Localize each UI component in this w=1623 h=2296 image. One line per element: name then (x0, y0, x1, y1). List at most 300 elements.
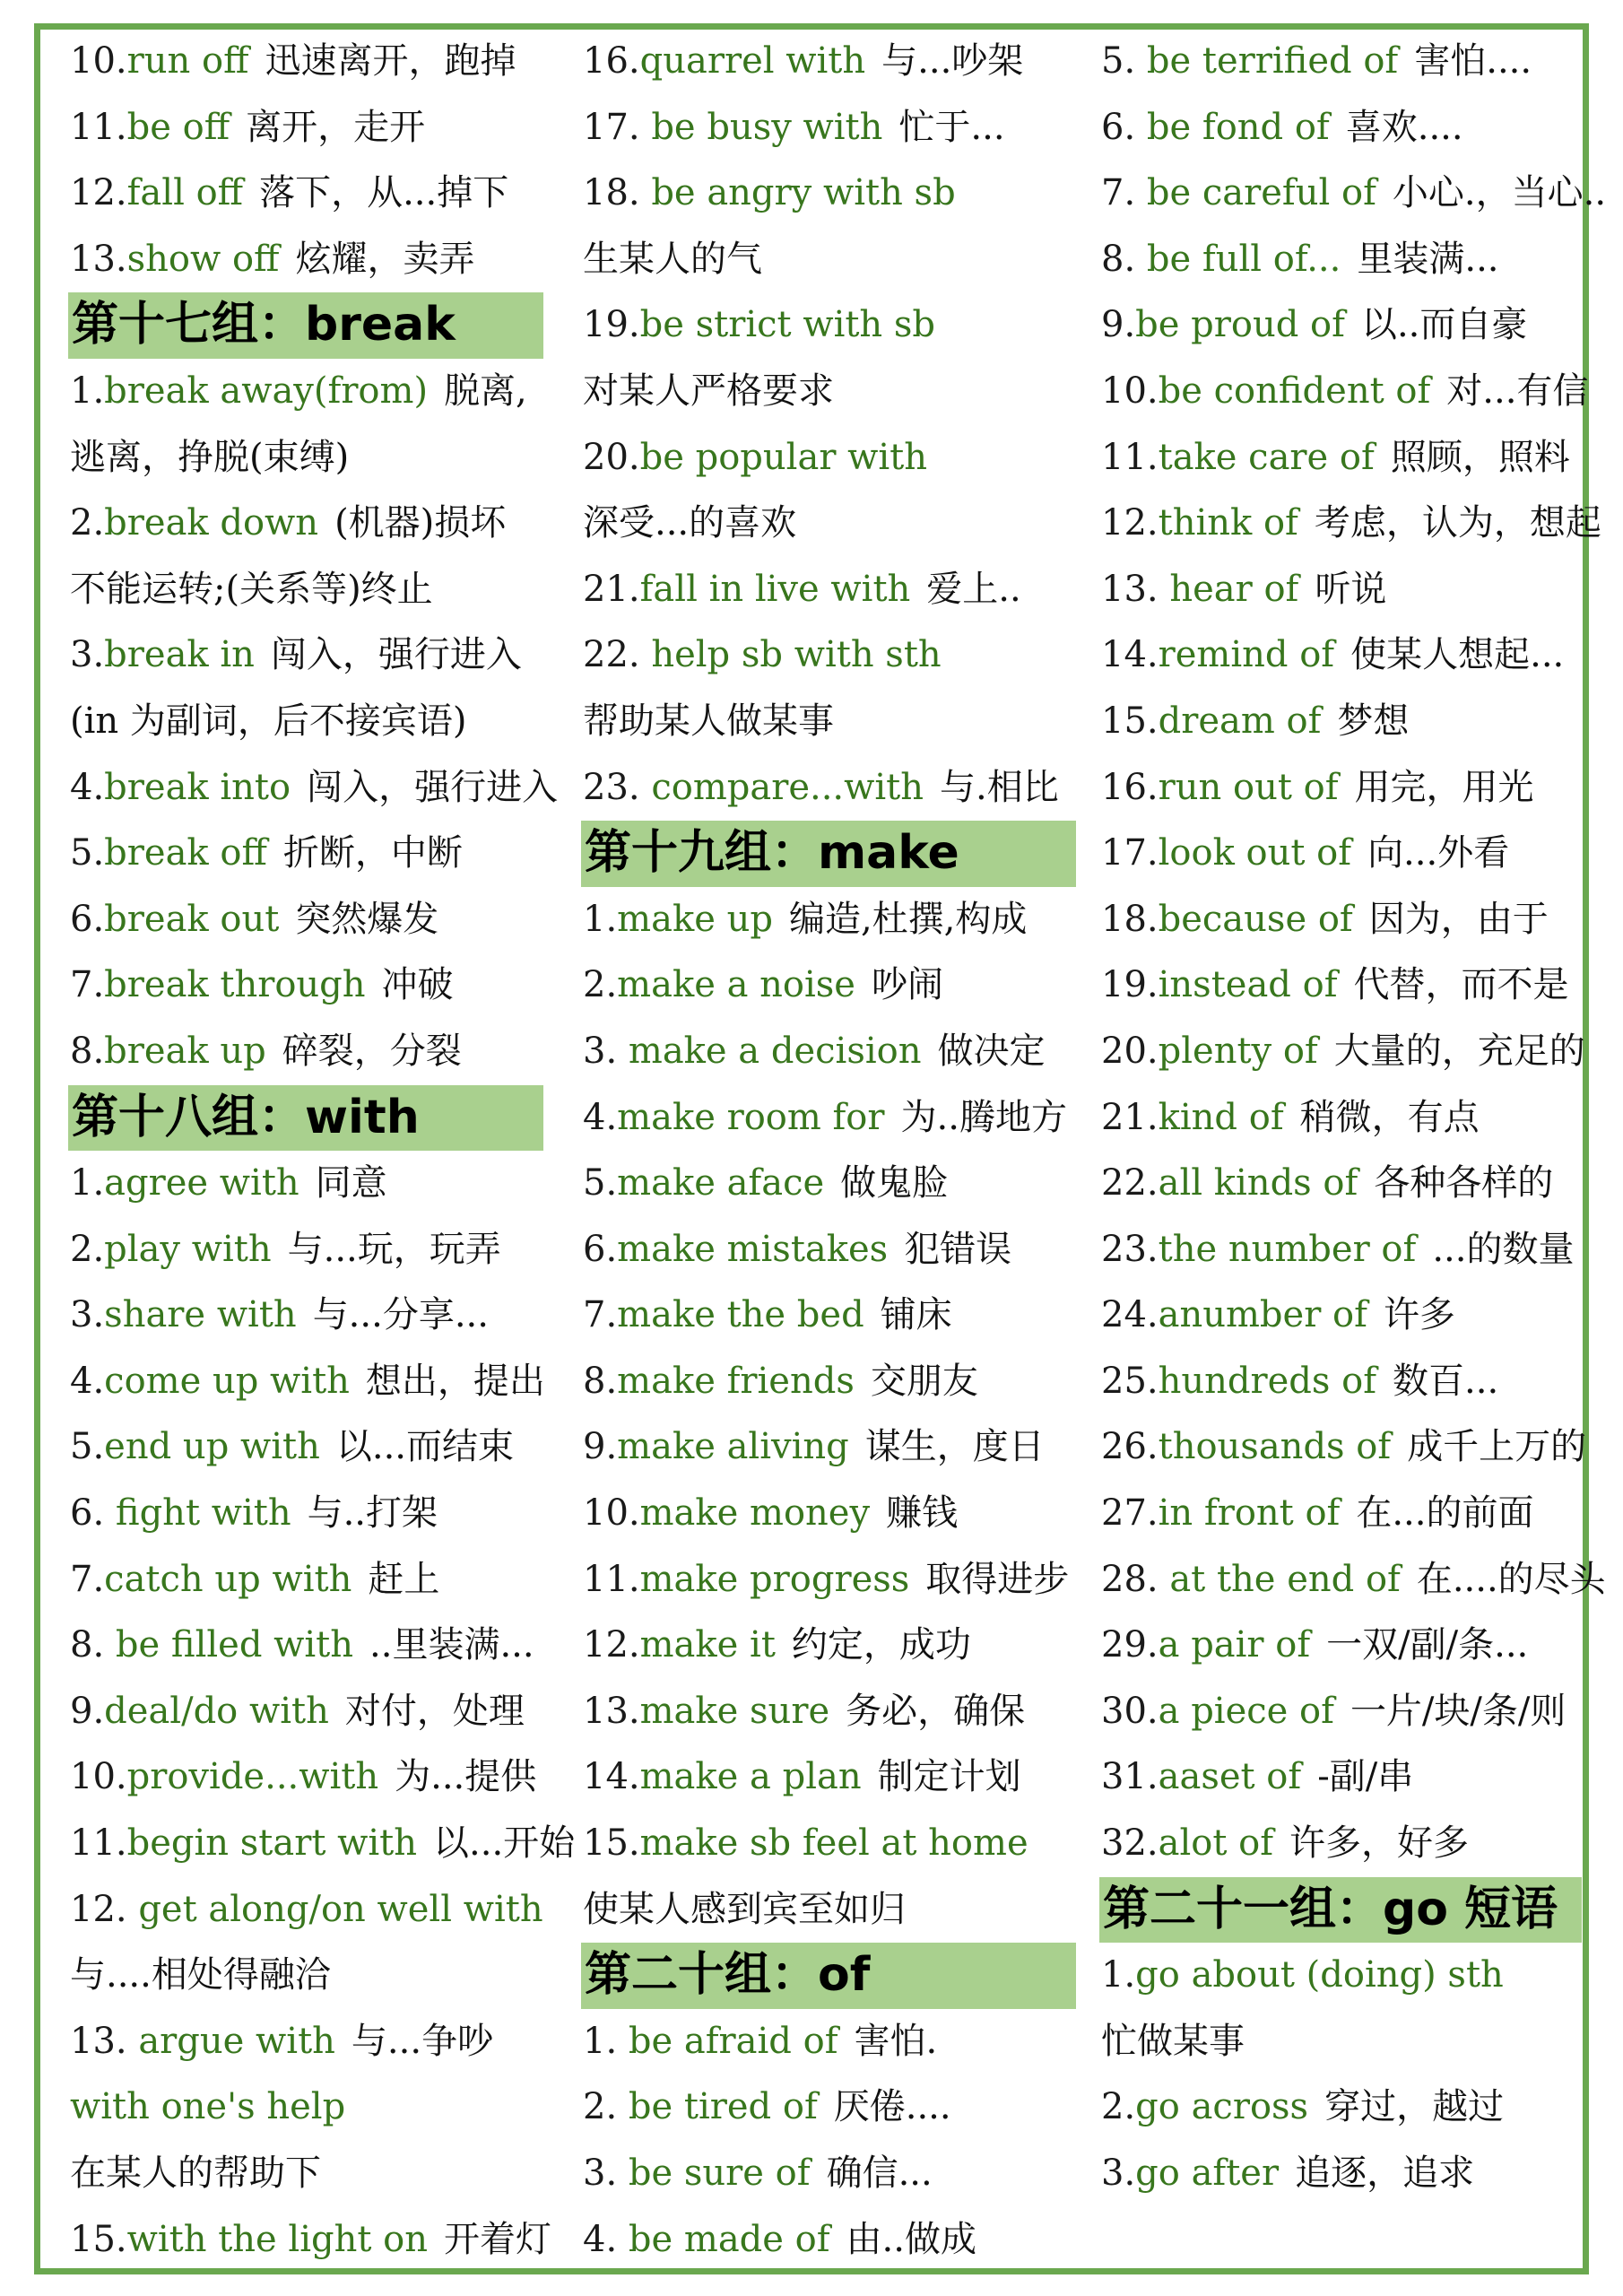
phrase-entry (583, 1151, 1085, 1217)
phrase-number: 10. (1101, 370, 1159, 412)
phrase-english: thousands of (1158, 1426, 1392, 1468)
phrase-english: be busy with (651, 106, 883, 148)
phrase-chinese: 务必，确保 (846, 1690, 1026, 1732)
phrase-number: 14. (583, 1756, 640, 1798)
phrase-chinese: 赚钱 (886, 1492, 959, 1535)
phrase-chinese: 吵闹 (871, 964, 943, 1006)
phrase-english: make money (639, 1492, 871, 1535)
phrase-entry (70, 1349, 554, 1415)
phrase-entry (70, 161, 554, 227)
phrase-english: dream of (1158, 700, 1322, 742)
phrase-number: 5. (70, 832, 105, 874)
phrase-entry (583, 1811, 1085, 1877)
phrase-chinese: 迅速离开，跑掉 (265, 40, 516, 82)
phrase-number: 19. (1101, 964, 1159, 1006)
phrase-entry (583, 2207, 1085, 2274)
phrase-number: 28. (1101, 1558, 1170, 1600)
phrase-english: look out of (1158, 832, 1352, 874)
phrase-number: 25. (1101, 1360, 1159, 1402)
phrase-entry (1101, 1481, 1590, 1547)
phrase-chinese: 一片/块/条/则 (1350, 1690, 1567, 1732)
phrase-number: 21. (1101, 1096, 1159, 1138)
phrase-number: 10. (70, 1756, 127, 1798)
phrase-english: make mistakes (617, 1228, 889, 1270)
phrase-entry (70, 2207, 554, 2274)
phrase-chinese: 谋生，度日 (864, 1426, 1045, 1468)
phrase-number: 11. (70, 1822, 127, 1865)
phrase-english: be full of... (1146, 238, 1341, 280)
phrase-entry (583, 2141, 1085, 2207)
phrase-entry (1101, 1811, 1590, 1877)
phrase-chinese: 爱上.. (926, 568, 1021, 610)
phrase-entry (583, 755, 1085, 822)
phrase-chinese: 照顾，照料 (1390, 436, 1570, 478)
phrase-entry (583, 1481, 1085, 1547)
phrase-number: 6. (1101, 106, 1147, 148)
phrase-english: a piece of (1158, 1690, 1334, 1732)
phrase-chinese: 做决定 (937, 1030, 1046, 1072)
phrase-number: 15. (70, 2218, 127, 2260)
phrase-chinese: ..里装满... (369, 1624, 534, 1666)
phrase-chinese: (机器)损坏 (334, 502, 507, 544)
phrase-chinese: 与..打架 (307, 1492, 438, 1535)
phrase-english: take care of (1158, 436, 1375, 478)
phrase-entry (583, 1085, 1085, 1152)
phrase-chinese: 与...争吵 (351, 2020, 494, 2062)
phrase-english: be terrified of (1146, 40, 1399, 82)
phrase-entry (70, 2074, 554, 2141)
phrase-entry (70, 95, 554, 161)
phrase-number: 3. (70, 1294, 105, 1336)
phrase-english: in front of (1158, 1492, 1341, 1535)
phrase-chinese: 交朋友 (870, 1360, 978, 1402)
phrase-chinese: 喜欢.... (1345, 106, 1463, 148)
phrase-number: 14. (1101, 634, 1159, 676)
phrase-english: make up (617, 898, 773, 940)
phrase-chinese: 逃离，挣脱(束缚) (70, 436, 350, 478)
phrase-english: deal/do with (104, 1690, 329, 1732)
phrase-chinese: 梦想 (1337, 700, 1410, 742)
phrase-chinese: 稍微，有点 (1299, 1096, 1480, 1138)
phrase-number: 3. (70, 634, 105, 676)
phrase-number: 5. (583, 1162, 618, 1205)
phrase-chinese: 小心.，当心.. (1392, 172, 1607, 214)
phrase-entry (70, 1877, 554, 1944)
phrase-chinese: 对...有信 (1446, 370, 1589, 412)
phrase-english: make it (639, 1624, 776, 1666)
phrase-number: 30. (1101, 1690, 1159, 1732)
phrase-number: 12. (70, 172, 127, 214)
phrase-english: the number of (1158, 1228, 1417, 1270)
phrase-chinese: 与.相比 (940, 766, 1059, 808)
phrase-english: be strict with sb (639, 304, 936, 346)
phrase-english: provide...with (126, 1756, 379, 1798)
phrase-chinese: 忙于... (898, 106, 1005, 148)
phrase-number: 13. (583, 1690, 640, 1732)
phrase-english: be off (126, 106, 230, 148)
phrase-number: 29. (1101, 1624, 1159, 1666)
phrase-number: 9. (583, 1426, 618, 1468)
phrase-english: be filled with (115, 1624, 354, 1666)
phrase-number: 2. (1101, 2086, 1136, 2128)
phrase-english: be careful of (1146, 172, 1376, 214)
phrase-number: 15. (1101, 700, 1159, 742)
phrase-english: help sb with sth (651, 634, 942, 676)
phrase-entry (583, 1613, 1085, 1679)
phrase-english: think of (1158, 502, 1298, 544)
phrase-number: 1. (583, 2020, 629, 2062)
column-1 (70, 29, 576, 2262)
phrase-chinese: 许多 (1383, 1294, 1455, 1336)
phrase-chinese: 以..而自豪 (1360, 304, 1528, 346)
phrase-english: with one's help (70, 2086, 346, 2128)
phrase-chinese: 生某人的气 (583, 238, 762, 280)
phrase-chinese: 一双/副/条... (1326, 1624, 1529, 1666)
phrase-english: go across (1135, 2086, 1309, 2128)
phrase-chinese: 为...提供 (395, 1756, 537, 1798)
phrase-entry (70, 1744, 554, 1811)
phrase-number: 11. (1101, 436, 1159, 478)
phrase-number: 7. (70, 964, 105, 1006)
phrase-entry (70, 1481, 554, 1547)
phrase-number: 20. (1101, 1030, 1159, 1072)
phrase-number: 12. (583, 1624, 640, 1666)
phrase-entry (70, 821, 554, 887)
phrase-chinese: 赶上 (368, 1558, 440, 1600)
phrase-number: 2. (583, 2086, 629, 2128)
phrase-chinese: 铺床 (880, 1294, 952, 1336)
phrase-entry (583, 359, 1085, 425)
phrase-english: break up (104, 1030, 266, 1072)
phrase-english: a pair of (1158, 1624, 1311, 1666)
phrase-chinese: 使某人想起... (1350, 634, 1565, 676)
phrase-number: 7. (70, 1558, 105, 1600)
phrase-english: argue with (138, 2020, 335, 2062)
phrase-entry (1101, 491, 1601, 557)
phrase-number: 7. (583, 1294, 618, 1336)
phrase-chinese: 数百... (1393, 1360, 1499, 1402)
phrase-chinese: 对某人严格要求 (583, 370, 834, 412)
phrase-entry (1101, 821, 1590, 887)
phrase-entry (583, 1679, 1085, 1745)
phrase-entry (70, 689, 554, 755)
phrase-number: 6. (70, 1492, 116, 1535)
phrase-entry (1101, 29, 1590, 95)
phrase-chinese: 向...外看 (1367, 832, 1510, 874)
phrase-number: 8. (70, 1624, 116, 1666)
phrase-english: show off (126, 238, 280, 280)
phrase-number: 3. (583, 2152, 629, 2194)
phrase-english: agree with (104, 1162, 299, 1205)
phrase-chinese: 里装满... (1357, 238, 1499, 280)
phrase-entry (1101, 1547, 1606, 1613)
phrase-entry (1101, 1019, 1590, 1085)
phrase-chinese: 取得进步 (925, 1558, 1070, 1600)
phrase-chinese: 开着灯 (444, 2218, 552, 2260)
phrase-chinese: 对付，处理 (344, 1690, 525, 1732)
phrase-number: 27. (1101, 1492, 1159, 1535)
phrase-number: 4. (583, 1096, 618, 1138)
phrase-number: 32. (1101, 1822, 1159, 1865)
phrase-chinese: 闯入，强行进入 (270, 634, 522, 676)
phrase-number: 5. (70, 1426, 105, 1468)
section-header: 第十九组：make (581, 821, 1076, 887)
phrase-number: 8. (70, 1030, 105, 1072)
phrase-english: break out (104, 898, 280, 940)
phrase-number: 10. (70, 40, 127, 82)
phrase-english: go after (1135, 2152, 1280, 2194)
phrase-number: 13. (70, 2020, 139, 2062)
phrase-chinese: 离开，走开 (246, 106, 426, 148)
phrase-entry (70, 887, 554, 953)
phrase-english: be sure of (628, 2152, 811, 2194)
phrase-entry (1101, 755, 1590, 822)
phrase-english: make friends (617, 1360, 855, 1402)
phrase-english: make the bed (617, 1294, 864, 1336)
phrase-number: 3. (1101, 2152, 1136, 2194)
phrase-english: catch up with (104, 1558, 352, 1600)
phrase-chinese: 成千上万的 (1407, 1426, 1587, 1468)
phrase-number: 17. (1101, 832, 1159, 874)
phrase-number: 4. (70, 1360, 105, 1402)
phrase-number: 8. (583, 1360, 618, 1402)
phrase-number: 20. (583, 436, 640, 478)
phrase-number: 13. (70, 238, 127, 280)
phrase-chinese: 用完，用光 (1354, 766, 1534, 808)
phrase-entry (70, 755, 559, 822)
phrase-entry (70, 1811, 576, 1877)
phrase-entry (1101, 1151, 1590, 1217)
phrase-english: plenty of (1158, 1030, 1318, 1072)
phrase-number: 26. (1101, 1426, 1159, 1468)
phrase-chinese: 在某人的帮助下 (70, 2152, 321, 2194)
phrase-english: be made of (628, 2218, 830, 2260)
phrase-chinese: 折断，中断 (282, 832, 463, 874)
phrase-chinese: 追逐，追求 (1295, 2152, 1475, 2194)
phrase-english: break away(from) (104, 370, 429, 412)
phrase-english: break off (104, 832, 267, 874)
section-header: 第十七组：break (68, 292, 543, 359)
phrase-english: run off (126, 40, 249, 82)
phrase-number: 1. (583, 898, 618, 940)
phrase-entry (1101, 1613, 1590, 1679)
phrase-english: at the end of (1169, 1558, 1401, 1600)
phrase-entry (70, 2141, 554, 2207)
phrase-english: because of (1158, 898, 1353, 940)
phrase-chinese: 与...玩，玩弄 (287, 1228, 501, 1270)
phrase-number: 21. (583, 568, 640, 610)
phrase-chinese: 在...的前面 (1356, 1492, 1534, 1535)
phrase-chinese: 忙做某事 (1101, 2020, 1245, 2062)
phrase-number: 23. (583, 766, 652, 808)
phrase-entry (70, 557, 554, 623)
column-3 (1101, 29, 1607, 2262)
column-2 (583, 29, 1085, 2262)
phrase-english: make a plan (639, 1756, 862, 1798)
phrase-entry (1101, 1349, 1590, 1415)
phrase-english: share with (104, 1294, 297, 1336)
phrase-entry (583, 1019, 1085, 1085)
phrase-english: make progress (639, 1558, 910, 1600)
phrase-chinese: 确信... (826, 2152, 933, 2194)
phrase-english: aaset of (1158, 1756, 1302, 1798)
phrase-chinese: 穿过，越过 (1324, 2086, 1505, 2128)
phrase-entry (1101, 2141, 1590, 2207)
phrase-chinese: 在....的尽头 (1416, 1558, 1606, 1600)
phrase-number: 2. (583, 964, 618, 1006)
phrase-entry (1101, 292, 1590, 359)
phrase-number: 9. (1101, 304, 1136, 346)
phrase-number: 22. (583, 634, 652, 676)
section-header: 第十八组：with (68, 1085, 543, 1152)
phrase-english: be fond of (1146, 106, 1330, 148)
phrase-entry (583, 1217, 1085, 1283)
phrase-entry (583, 1414, 1085, 1481)
phrase-chinese: 帮助某人做某事 (583, 700, 834, 742)
phrase-chinese: 制定计划 (877, 1756, 1021, 1798)
phrase-entry (70, 2009, 554, 2075)
phrase-chinese: 与....相处得融洽 (70, 1954, 331, 1996)
phrase-english: break into (104, 766, 291, 808)
phrase-chinese: 落下，从...掉下 (259, 172, 509, 214)
phrase-chinese: 同意 (315, 1162, 387, 1205)
phrase-entry (583, 425, 1085, 491)
phrase-entry (1101, 2074, 1590, 2141)
phrase-number: 16. (1101, 766, 1159, 808)
phrase-entry (70, 622, 554, 689)
phrase-entry (70, 425, 554, 491)
phrase-number: 1. (1101, 1954, 1136, 1996)
phrase-number: 7. (1101, 172, 1147, 214)
phrase-chinese: 代替，而不是 (1353, 964, 1569, 1006)
phrase-entry (1101, 952, 1590, 1019)
phrase-number: 18. (1101, 898, 1159, 940)
phrase-number: 12. (1101, 502, 1159, 544)
phrase-number: 3. (583, 1030, 629, 1072)
phrase-english: instead of (1158, 964, 1338, 1006)
phrase-english: hear of (1169, 568, 1299, 610)
phrase-chinese: ...的数量 (1432, 1228, 1575, 1270)
phrase-entry (70, 29, 554, 95)
phrase-entry (583, 29, 1085, 95)
phrase-chinese: 大量的，充足的 (1333, 1030, 1585, 1072)
phrase-entry (70, 359, 554, 425)
phrase-chinese: 为..腾地方 (900, 1096, 1067, 1138)
phrase-entry (1101, 1943, 1590, 2009)
phrase-entry (583, 2074, 1085, 2141)
phrase-english: end up with (104, 1426, 320, 1468)
phrase-entry (70, 227, 554, 293)
phrase-chinese: 考虑，认为，想起 (1314, 502, 1601, 544)
phrase-number: 10. (583, 1492, 640, 1535)
phrase-entry (583, 557, 1085, 623)
phrase-number: 2. (70, 502, 105, 544)
phrase-chinese: 不能运转;(关系等)终止 (70, 568, 433, 610)
phrase-entry (70, 1019, 554, 1085)
phrase-entry (70, 1547, 554, 1613)
phrase-number: 11. (70, 106, 127, 148)
phrase-number: 8. (1101, 238, 1147, 280)
phrase-chinese: 厌倦.... (833, 2086, 951, 2128)
phrase-entry (1101, 227, 1590, 293)
phrase-english: all kinds of (1158, 1162, 1358, 1205)
phrase-english: run out of (1158, 766, 1339, 808)
section-header: 第二十组：of (581, 1943, 1076, 2009)
phrase-entry (70, 491, 554, 557)
phrase-entry (70, 1414, 554, 1481)
phrase-english: break through (104, 964, 366, 1006)
phrase-chinese: 约定，成功 (791, 1624, 971, 1666)
phrase-english: be proud of (1135, 304, 1345, 346)
phrase-entry (1101, 1744, 1590, 1811)
phrase-english: fall in live with (639, 568, 911, 610)
phrase-chinese: 冲破 (381, 964, 454, 1006)
phrase-english: remind of (1158, 634, 1335, 676)
phrase-entry (583, 952, 1085, 1019)
phrase-chinese: 闯入，强行进入 (307, 766, 559, 808)
phrase-chinese: 与...吵架 (881, 40, 1024, 82)
phrase-number: 12. (70, 1888, 139, 1930)
phrase-english: break in (104, 634, 255, 676)
phrase-chinese: 由..做成 (846, 2218, 976, 2260)
phrase-english: get along/on well with (138, 1888, 543, 1930)
phrase-number: 19. (583, 304, 640, 346)
phrase-english: make aliving (617, 1426, 849, 1468)
phrase-number: 11. (583, 1558, 640, 1600)
phrase-chinese: 许多，好多 (1289, 1822, 1470, 1865)
phrase-chinese: 编造,杜撰,构成 (788, 898, 1028, 940)
phrase-number: 2. (70, 1228, 105, 1270)
phrase-english: break down (104, 502, 319, 544)
phrase-number: 1. (70, 370, 105, 412)
phrase-english: be tired of (628, 2086, 818, 2128)
phrase-chinese: 炫耀，卖弄 (295, 238, 475, 280)
phrase-english: compare...with (651, 766, 924, 808)
phrase-english: kind of (1158, 1096, 1284, 1138)
phrase-number: 23. (1101, 1228, 1159, 1270)
phrase-number: 22. (1101, 1162, 1159, 1205)
phrase-english: anumber of (1158, 1294, 1367, 1336)
phrase-chinese: 害怕.... (1414, 40, 1532, 82)
phrase-chinese: 犯错误 (904, 1228, 1012, 1270)
phrase-entry (583, 2009, 1085, 2075)
phrase-english: be angry with sb (651, 172, 956, 214)
phrase-entry (1101, 689, 1590, 755)
phrase-entry (70, 952, 554, 1019)
phrase-entry (583, 1283, 1085, 1349)
phrase-english: make aface (617, 1162, 825, 1205)
phrase-entry (583, 161, 1085, 227)
phrase-entry (70, 1943, 554, 2009)
phrase-chinese: 以...而结束 (335, 1426, 515, 1468)
phrase-english: hundreds of (1158, 1360, 1377, 1402)
phrase-entry (583, 1547, 1085, 1613)
phrase-entry (583, 622, 1085, 689)
phrase-number: 4. (70, 766, 105, 808)
phrase-entry (1101, 887, 1590, 953)
phrase-number: 24. (1101, 1294, 1159, 1336)
phrase-chinese: 听说 (1315, 568, 1387, 610)
phrase-chinese: 做鬼脸 (840, 1162, 949, 1205)
phrase-number: 15. (583, 1822, 640, 1865)
phrase-english: fall off (126, 172, 244, 214)
phrase-english: alot of (1158, 1822, 1274, 1865)
phrase-english: play with (104, 1228, 272, 1270)
phrase-number: 16. (583, 40, 640, 82)
phrase-entry (583, 95, 1085, 161)
section-header: 第二十一组：go 短语 (1099, 1877, 1582, 1944)
phrase-entry (1101, 425, 1590, 491)
